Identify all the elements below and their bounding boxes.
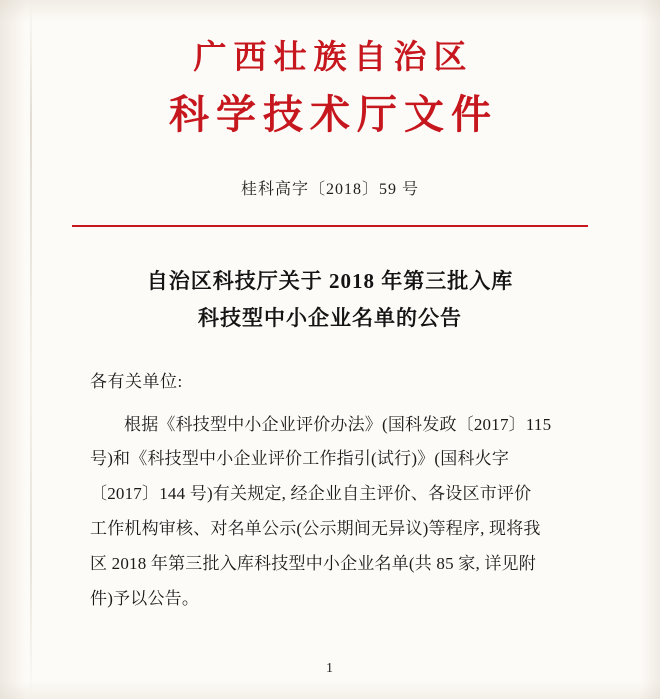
- page-title: [48, 263, 612, 337]
- salutation: 各有关单位:: [90, 372, 183, 392]
- body-line-5: 区 2018 年第三批入库科技型中小企业名单(共 85 家, 详见附: [90, 554, 536, 573]
- body-line-1: 根据《科技型中小企业评价办法》(国科发政〔2017〕115: [124, 414, 552, 434]
- letterhead-line-2: 科学技术厅文件: [169, 90, 498, 138]
- document-number: 桂科高字〔2018〕59 号: [240, 180, 419, 198]
- letterhead-line-1: 广西壮族自治区: [193, 37, 474, 76]
- page-number: 1: [326, 661, 334, 676]
- page-title-line-1: 自治区科技厅关于 2018 年第三批入库: [146, 268, 514, 293]
- body-line-6: 件)予以公告。: [90, 588, 200, 608]
- body-line-2: 号)和《科技型中小企业评价工作指引(试行)》(国科火字: [90, 449, 510, 469]
- red-divider-rule: [72, 225, 588, 227]
- body-paragraph: [48, 408, 612, 617]
- page-title-line-2: 科技型中小企业名单的公告: [198, 305, 462, 330]
- letterhead: [48, 0, 612, 142]
- body-line-3: 〔2017〕144 号)有关规定, 经企业自主评价、各设区市评价: [90, 484, 532, 504]
- body-line-4: 工作机构审核、对名单公示(公示期间无异议)等程序, 现将我: [90, 519, 541, 539]
